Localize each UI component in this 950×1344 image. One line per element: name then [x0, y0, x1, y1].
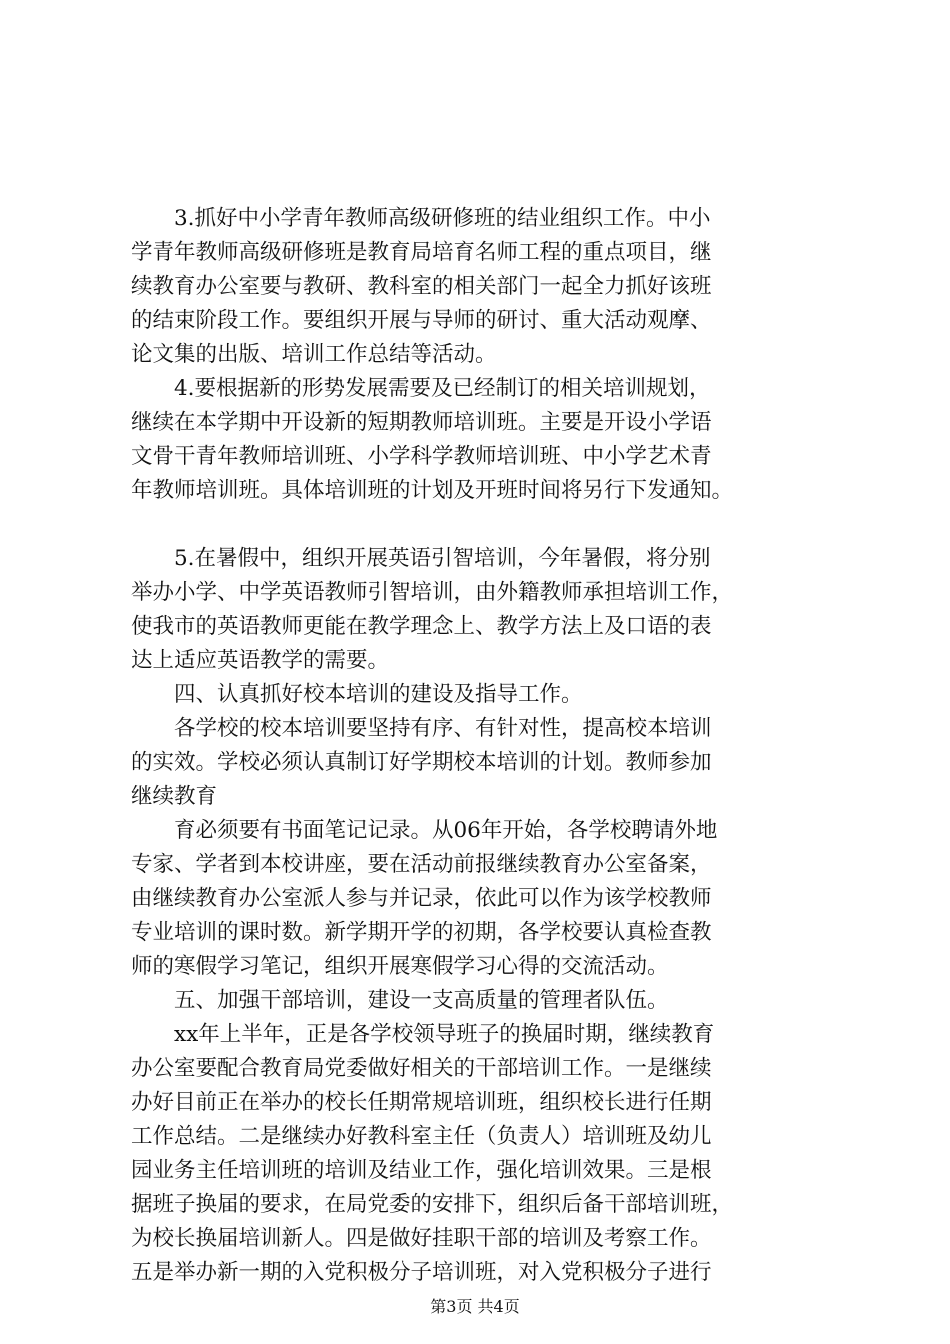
text-line: 达上适应英语教学的需要。 [131, 648, 390, 673]
text-line: 3.抓好中小学青年教师高级研修班的结业组织工作。中小 [131, 206, 711, 231]
text-line: 由继续教育办公室派人参与并记录，依此可以作为该学校教师 [131, 886, 712, 911]
text-line: 五、加强干部培训，建设一支高质量的管理者队伍。 [131, 988, 669, 1013]
page-footer: 第3页 共4页 [430, 1297, 520, 1316]
text-line: 学青年教师高级研修班是教育局培育名师工程的重点项目，继 [131, 240, 712, 265]
text-line: 为校长换届培训新人。四是做好挂职干部的培训及考察工作。 [131, 1226, 712, 1251]
text-line: 四、认真抓好校本培训的建设及指导工作。 [131, 682, 583, 707]
text-line: 续教育办公室要与教研、教科室的相关部门一起全力抓好该班 [131, 274, 712, 299]
text-line: 论文集的出版、培训工作总结等活动。 [131, 342, 497, 367]
text-line: 专业培训的课时数。新学期开学的初期，各学校要认真检查教 [131, 920, 712, 945]
text-line: 工作总结。二是继续办好教科室主任（负责人）培训班及幼儿 [131, 1124, 712, 1149]
text-line: 举办小学、中学英语教师引智培训，由外籍教师承担培训工作， [131, 580, 734, 605]
text-line: 5.在暑假中，组织开展英语引智培训，今年暑假，将分别 [131, 546, 711, 571]
document-body [131, 202, 831, 1290]
text-line: 据班子换届的要求，在局党委的安排下，组织后备干部培训班， [131, 1192, 734, 1217]
text-line: 继续在本学期中开设新的短期教师培训班。主要是开设小学语 [131, 410, 712, 435]
text-line: 4.要根据新的形势发展需要及已经制订的相关培训规划， [131, 376, 711, 401]
text-line: 办好目前正在举办的校长任期常规培训班，组织校长进行任期 [131, 1090, 712, 1115]
text-line: xx年上半年，正是各学校领导班子的换届时期，继续教育 [131, 1022, 715, 1047]
blank-line [131, 508, 831, 542]
text-line: 育必须要有书面笔记记录。从06年开始，各学校聘请外地 [131, 818, 718, 843]
text-line: 继续教育 [131, 784, 218, 809]
text-line: 的结束阶段工作。要组织开展与导师的研讨、重大活动观摩、 [131, 308, 712, 333]
text-line: 专家、学者到本校讲座，要在活动前报继续教育办公室备案， [131, 852, 712, 877]
text-line: 文骨干青年教师培训班、小学科学教师培训班、中小学艺术青 [131, 444, 712, 469]
text-line: 使我市的英语教师更能在教学理念上、教学方法上及口语的表 [131, 614, 712, 639]
text-line: 的实效。学校必须认真制订好学期校本培训的计划。教师参加 [131, 750, 712, 775]
text-line: 园业务主任培训班的培训及结业工作，强化培训效果。三是根 [131, 1158, 712, 1183]
text-line: 师的寒假学习笔记，组织开展寒假学习心得的交流活动。 [131, 954, 669, 979]
text-line: 五是举办新一期的入党积极分子培训班，对入党积极分子进行 [131, 1260, 712, 1285]
text-line: 办公室要配合教育局党委做好相关的干部培训工作。一是继续 [131, 1056, 712, 1081]
text-line: 各学校的校本培训要坚持有序、有针对性，提高校本培训 [131, 716, 712, 741]
text-line: 年教师培训班。具体培训班的计划及开班时间将另行下发通知。 [131, 478, 734, 503]
